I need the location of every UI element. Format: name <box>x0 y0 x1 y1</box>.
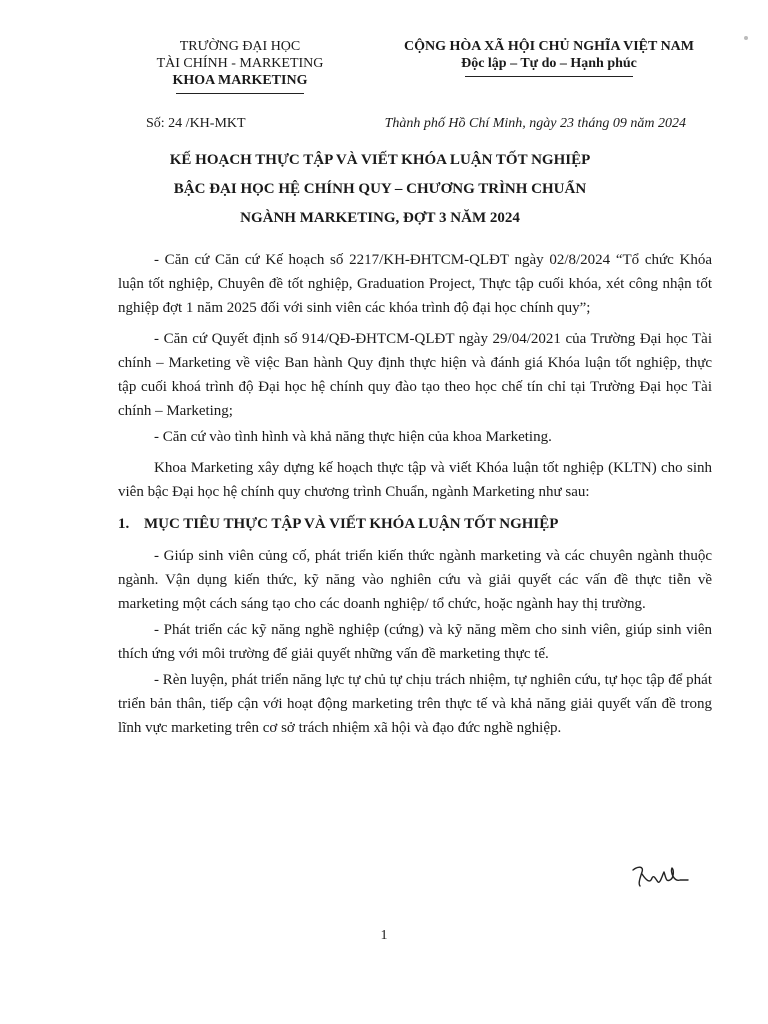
title-line3: NGÀNH MARKETING, ĐỢT 3 NĂM 2024 <box>240 210 520 226</box>
place-and-date: Thành phố Hồ Chí Minh, ngày 23 tháng 09 năm 2024 <box>384 116 686 131</box>
national-motto: Độc lập – Tự do – Hạnh phúc <box>461 56 637 71</box>
header-underline-left <box>176 93 304 94</box>
institution-header <box>120 38 360 94</box>
title-line2: BẬC ĐẠI HỌC HỆ CHÍNH QUY – CHƯƠNG TRÌNH CHUẨN <box>173 181 587 197</box>
objective-item-2: - Phát triển các kỹ năng nghề nghiệp (cứng) và kỹ năng mềm cho sinh viên, giúp sinh viên thích ứng với môi trường để giải quyết những vấn đề marketing thực tế. <box>118 622 712 662</box>
document-body <box>118 248 712 747</box>
basis-paragraph-2: - Căn cứ Quyết định số 914/QĐ-ĐHTCM-QLĐT ngày 29/04/2021 của Trường Đại học Tài chính – Marketing về việc Ban hành Quy định thực hiện và đánh giá Khóa luận tốt nghiệp, thực tập cuối khoá trình độ Đại học hệ chính quy đào tạo theo học chế tín chỉ tại Trường Đại học Tài chính – Marketing; <box>118 331 712 419</box>
page-number: 1 <box>380 928 388 943</box>
intro-paragraph: Khoa Marketing xây dựng kế hoạch thực tập và viết Khóa luận tốt nghiệp (KLTN) cho sinh viên bậc Đại học hệ chính quy chương trình Chuẩn, ngành Marketing như sau: <box>118 460 712 500</box>
header-underline-right <box>465 76 633 77</box>
country-name: CỘNG HÒA XÃ HỘI CHỦ NGHĨA VIỆT NAM <box>403 39 694 54</box>
section-number: 1. <box>118 516 130 532</box>
section-title: MỤC TIÊU THỰC TẬP VÀ VIẾT KHÓA LUẬN TỐT NGHIỆP <box>144 516 559 532</box>
section-heading <box>118 512 712 536</box>
initials-signature <box>630 862 690 890</box>
title-line1: KẾ HOẠCH THỰC TẬP VÀ VIẾT KHÓA LUẬN TỐT NGHIỆP <box>169 152 591 168</box>
university-name-line2: TÀI CHÍNH - MARKETING <box>156 56 324 71</box>
basis-paragraph-3: - Căn cứ vào tình hình và khả năng thực hiện của khoa Marketing. <box>154 429 552 445</box>
objective-item-3: - Rèn luyện, phát triển năng lực tự chủ tự chịu trách nhiệm, tự nghiên cứu, tự học tập để phát triển bản thân, tiếp cận với hoạt động marketing trên thực tế và khả năng giải quyết vấn đề trong lĩnh vực marketing trên cơ sở trách nhiệm xã hội và đạo đức nghề nghiệp. <box>118 672 712 736</box>
document-number: Số: 24 /KH-MKT <box>146 116 246 131</box>
document-title <box>100 146 660 233</box>
national-header <box>380 38 718 77</box>
faculty-name: KHOA MARKETING <box>172 73 308 88</box>
scan-mark <box>744 36 748 40</box>
objective-item-1: - Giúp sinh viên củng cố, phát triển kiến thức ngành marketing và các chuyên ngành thuộc ngành. Vận dụng kiến thức, kỹ năng vào nghiên cứu và giải quyết các vấn đề thực tiễn về marketing một cách sáng tạo cho các doanh nghiệp/ tổ chức, hoặc ngành hay thị trường. <box>118 548 712 612</box>
university-name-line1: TRƯỜNG ĐẠI HỌC <box>179 39 301 54</box>
basis-paragraph-1: - Căn cứ Căn cứ Kế hoạch số 2217/KH-ĐHTCM-QLĐT ngày 02/8/2024 “Tổ chức Khóa luận tốt nghiệp, Chuyên đề tốt nghiệp, Graduation Project, Thực tập cuối khóa, xét công nhận tốt nghiệp đợt 1 năm 2025 đối với sinh viên các khóa trình độ đại học chính quy”; <box>118 252 712 316</box>
